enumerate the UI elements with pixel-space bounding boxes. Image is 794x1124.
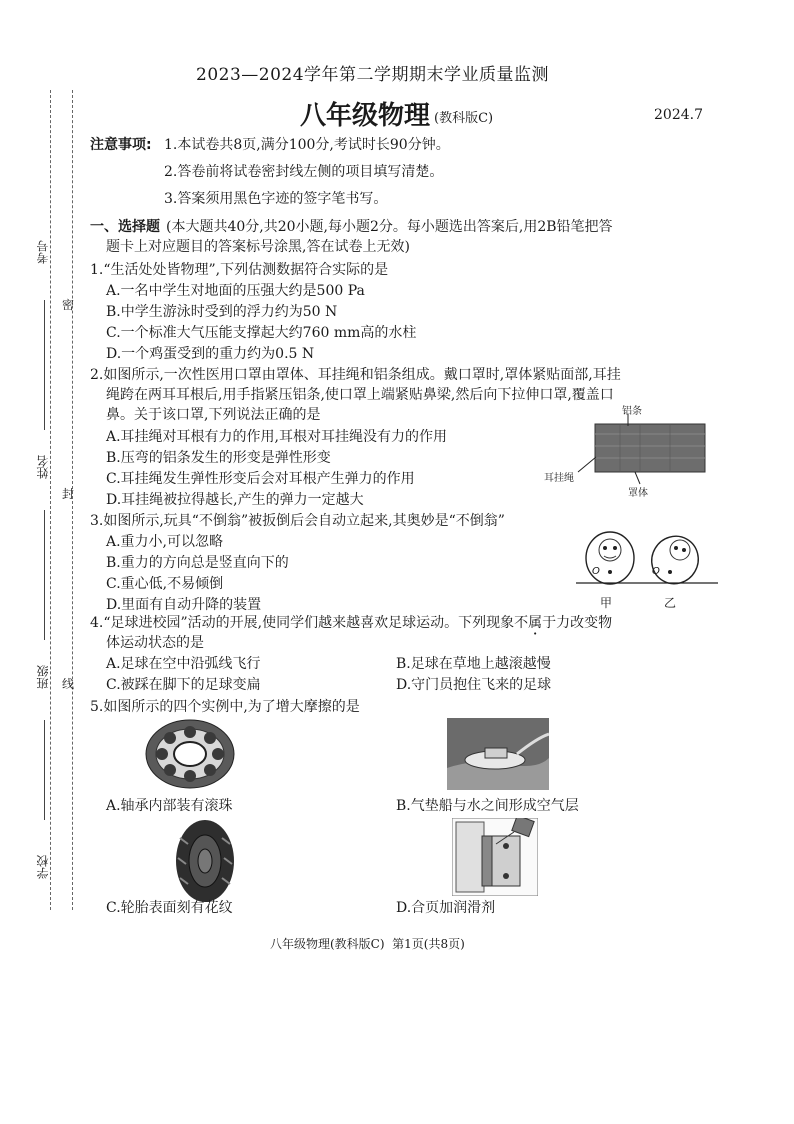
- page-footer: 八年级物理(教科版C) 第1页(共8页): [270, 937, 465, 951]
- q3-option-d[interactable]: D.里面有自动升降的装置: [106, 597, 262, 613]
- q4-emphasis: 不属于: [514, 615, 557, 631]
- q2-stem-line-1: 2.如图所示,一次性医用口罩由罩体、耳挂绳和铝条组成。戴口罩时,罩体紧贴面部,耳挂: [90, 367, 621, 383]
- seal-char-feng: 封: [62, 487, 75, 501]
- q2-stem-line-3: 鼻。关于该口罩,下列说法正确的是: [106, 407, 321, 423]
- tumbler-o-right: O: [652, 566, 660, 577]
- class-underline[interactable]: [44, 720, 45, 820]
- q5-option-d[interactable]: D.合页加润滑剂: [396, 900, 496, 916]
- tumbler-label-jia: 甲: [600, 596, 613, 610]
- tumbler-label-yi: 乙: [664, 596, 677, 610]
- q5-option-b[interactable]: B.气垫船与水之间形成空气层: [396, 798, 579, 814]
- exam-date: 2024.7: [654, 107, 703, 123]
- q4-stem-part-1: 4.“足球进校园”活动的开展,使同学们越来越喜欢足球运动。下列现象: [90, 615, 515, 631]
- tire-image: [174, 818, 236, 908]
- q2-option-b[interactable]: B.压弯的铝条发生的形变是弹性形变: [106, 450, 331, 466]
- bearing-image: [140, 716, 240, 796]
- q1-option-d[interactable]: D.一个鸡蛋受到的重力约为0.5 N: [106, 346, 315, 362]
- q5-option-c[interactable]: C.轮胎表面刻有花纹: [106, 900, 233, 916]
- q5-option-a[interactable]: A.轴承内部装有滚珠: [106, 798, 233, 814]
- name-field-line[interactable]: [44, 300, 45, 430]
- tire-icon: [174, 818, 236, 904]
- q4-option-d[interactable]: D.守门员抱住飞来的足球: [396, 677, 552, 693]
- section-instructions-1: (本大题共40分,共20小题,每小题2分。每小题选出答案后,用2B铅笔把答: [166, 219, 613, 235]
- bearing-icon: [140, 716, 240, 792]
- mask-strap-label: 耳挂绳: [544, 473, 574, 484]
- class-label: 班级: [36, 665, 50, 689]
- hinge-image: [452, 818, 538, 900]
- q4-stem-line-1: [90, 614, 612, 632]
- tumbler-icon: [572, 528, 722, 598]
- hinge-icon: [452, 818, 538, 896]
- q1-option-c[interactable]: C.一个标准大气压能支撑起大约760 mm高的水柱: [106, 325, 417, 341]
- subject-title: 八年级物理: [300, 101, 431, 131]
- mask-aluminum-label: 铝条: [622, 406, 642, 417]
- tumbler-o-left: O: [592, 566, 600, 577]
- seal-line-left: [50, 90, 51, 910]
- q4-option-b[interactable]: B.足球在草地上越滚越慢: [396, 656, 551, 672]
- seal-char-mi: 密: [62, 298, 75, 312]
- notes-label: 注意事项:: [90, 137, 152, 153]
- seal-char-xian: 线: [62, 677, 75, 691]
- note-3: 3.答案须用黑色字迹的签字笔书写。: [164, 191, 388, 207]
- section-instructions-2: 题卡上对应题目的答案标号涂黑,答在试卷上无效): [106, 239, 410, 255]
- name-underline[interactable]: [44, 510, 45, 640]
- q2-option-d[interactable]: D.耳挂绳被拉得越长,产生的弹力一定越大: [106, 492, 364, 508]
- q1-stem: 1.“生活处处皆物理”,下列估测数据符合实际的是: [90, 262, 389, 278]
- exam-title: 2023—2024学年第二学期期末学业质量监测: [196, 65, 550, 85]
- mask-figure: [540, 402, 720, 498]
- q3-option-c[interactable]: C.重心低,不易倾倒: [106, 576, 224, 592]
- note-2: 2.答卷前将试卷密封线左侧的项目填写清楚。: [164, 164, 444, 180]
- tumbler-figure: [572, 528, 722, 612]
- q4-option-a[interactable]: A.足球在空中沿弧线飞行: [106, 656, 261, 672]
- q4-stem-line-2: 体运动状态的是: [106, 635, 204, 651]
- q4-option-c[interactable]: C.被踩在脚下的足球变扁: [106, 677, 261, 693]
- q5-stem: 5.如图所示的四个实例中,为了增大摩擦的是: [90, 699, 360, 715]
- q3-stem: 3.如图所示,玩具“不倒翁”被扳倒后会自动立起来,其奥妙是“不倒翁”: [90, 513, 505, 529]
- hovercraft-icon: [447, 718, 549, 790]
- edition-label: (教科版C): [434, 111, 494, 126]
- q3-option-b[interactable]: B.重力的方向总是竖直向下的: [106, 555, 289, 571]
- q2-stem-line-2: 绳跨在两耳耳根后,用手指紧压铝条,使口罩上端紧贴鼻梁,然后向下拉伸口罩,覆盖口: [106, 387, 614, 403]
- hovercraft-image: [447, 718, 549, 794]
- note-1: 1.本试卷共8页,满分100分,考试时长90分钟。: [164, 137, 450, 153]
- section-title: 一、选择题: [90, 219, 160, 235]
- mask-body-label: 罩体: [628, 488, 648, 499]
- q1-option-a[interactable]: A.一名中学生对地面的压强大约是500 Pa: [106, 283, 365, 299]
- q2-option-c[interactable]: C.耳挂绳发生弹性形变后会对耳根产生弹力的作用: [106, 471, 415, 487]
- q4-stem-part-3: 力改变物: [556, 615, 613, 631]
- q3-option-a[interactable]: A.重力小,可以忽略: [106, 534, 224, 550]
- q1-option-b[interactable]: B.中学生游泳时受到的浮力约为50 N: [106, 304, 338, 320]
- school-label: 学校: [36, 855, 50, 879]
- exam-number-label: 考号: [36, 240, 50, 264]
- q2-option-a[interactable]: A.耳挂绳对耳根有力的作用,耳根对耳挂绳没有力的作用: [106, 429, 448, 445]
- name-label: 姓名: [36, 455, 50, 479]
